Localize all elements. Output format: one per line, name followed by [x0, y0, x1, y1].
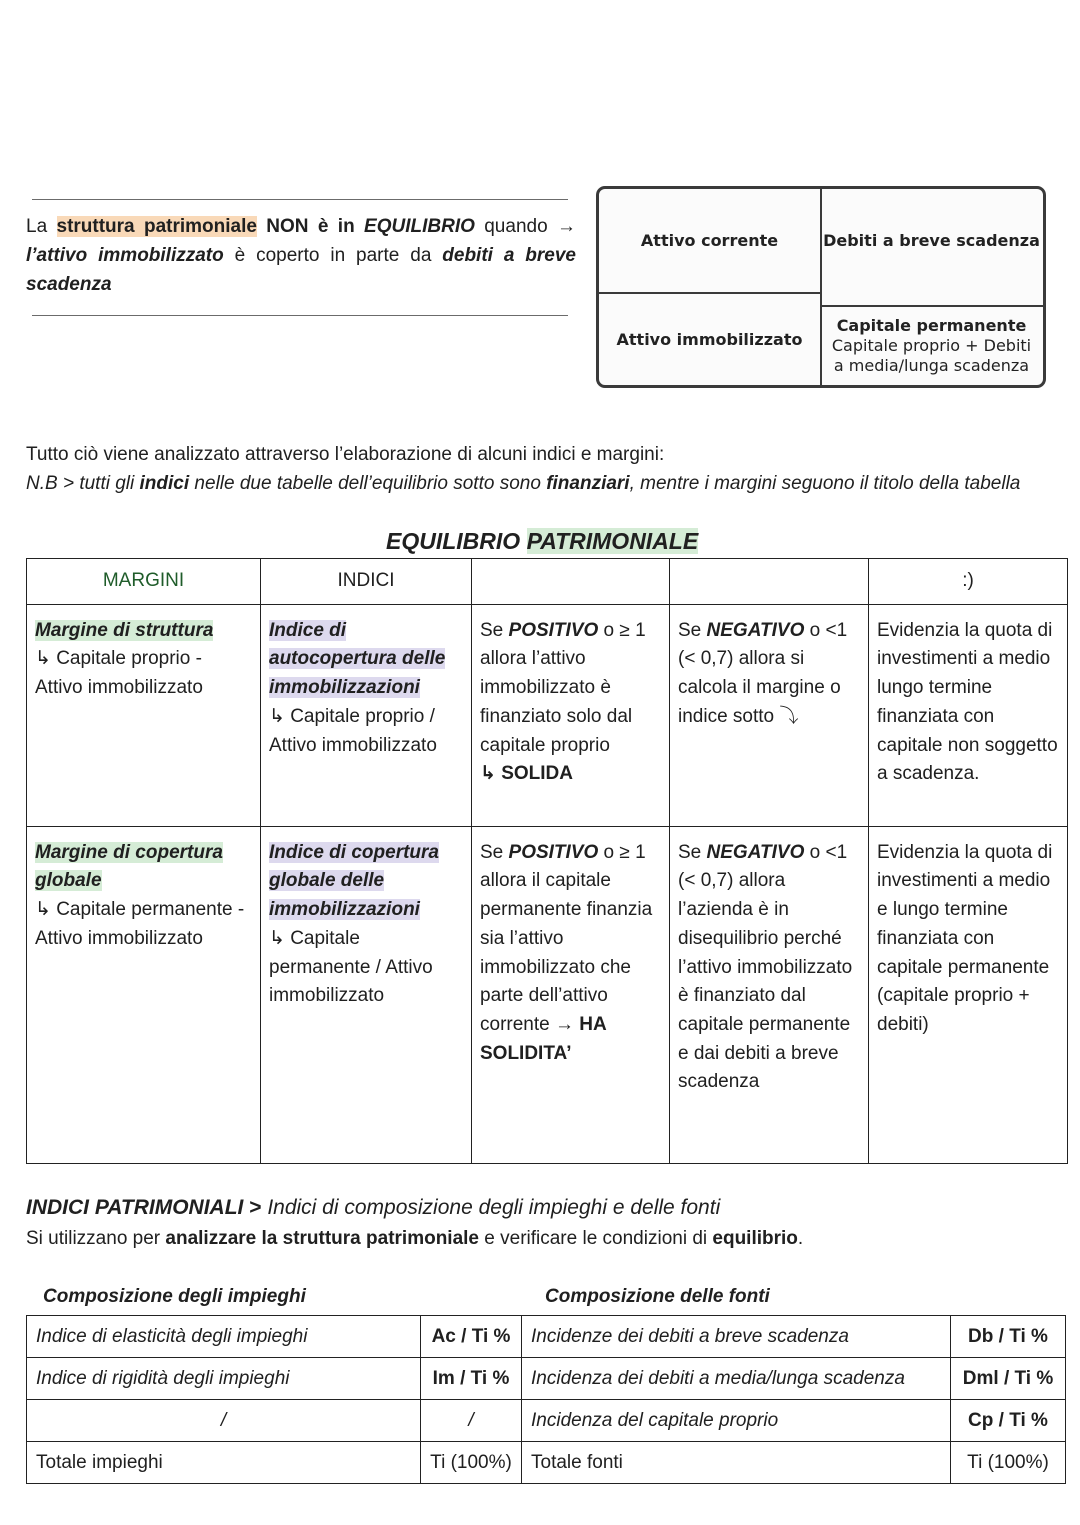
header-indici: INDICI [261, 559, 472, 605]
balance-sheet-diagram [596, 186, 1046, 388]
note-cell: Evidenzia la quota di investimenti a medio e lungo termine finanziata con capitale permanente (capitale proprio + debiti) [869, 826, 1068, 1163]
impieghi-formula: Ac / Ti % [421, 1316, 522, 1358]
top-rule [32, 199, 568, 200]
table-row [27, 1358, 1066, 1400]
header-margini: MARGINI [27, 559, 261, 605]
fonti-formula: Dml / Ti % [951, 1358, 1066, 1400]
impieghi-heading: Composizione degli impieghi [43, 1286, 306, 1307]
table-row [27, 1316, 1066, 1358]
fonti-label: Incidenza del capitale proprio [522, 1400, 951, 1442]
analysis-paragraph: Tutto ciò viene analizzato attraverso l’elaborazione di alcuni indici e margini: N.B > tutti gli indici nelle due tabelle dell’equilibrio sotto sono finanziari, mentre i margini seguono il titolo della tabella [26, 440, 1066, 498]
fonti-label: Incidenze dei debiti a breve scadenza [522, 1316, 951, 1358]
bottom-rule [32, 315, 568, 316]
index-cell: Indice di copertura globale delle immobilizzazioni ↳ Capitale permanente / Attivo immobilizzato [261, 826, 472, 1163]
composition-table [26, 1315, 1066, 1484]
impieghi-label: Indice di rigidità degli impieghi [27, 1358, 421, 1400]
margin-cell: Margine di struttura ↳ Capitale proprio - Attivo immobilizzato [27, 604, 261, 826]
table-header [27, 559, 1068, 605]
note-cell: Evidenzia la quota di investimenti a medio lungo termine finanziata con capitale non soggetto a scadenza. [869, 604, 1068, 826]
impieghi-formula: / [421, 1400, 522, 1442]
diagram-debiti-breve: Debiti a breve scadenza [823, 231, 1040, 250]
header-empty-1 [472, 559, 670, 605]
fonti-formula: Db / Ti % [951, 1316, 1066, 1358]
header-smiley: :) [869, 559, 1068, 605]
fonti-label: Incidenza dei debiti a media/lunga scadenza [522, 1358, 951, 1400]
indici-patrimoniali-subtitle: Si utilizzano per analizzare la struttura patrimoniale e verificare le condizioni di equilibrio. [26, 1228, 804, 1249]
negative-cell: Se NEGATIVO o <1 (< 0,7) allora l’azienda è in disequilibrio perché l’attivo immobilizzato è finanziato dal capitale permanente e dai debiti a breve scadenza [670, 826, 869, 1163]
impieghi-formula: Im / Ti % [421, 1358, 522, 1400]
fonti-heading: Composizione delle fonti [545, 1286, 770, 1307]
diagram-attivo-corrente: Attivo corrente [640, 231, 779, 250]
header-empty-2 [670, 559, 869, 605]
fonti-formula: Cp / Ti % [951, 1400, 1066, 1442]
impieghi-total-label: Totale impieghi [27, 1442, 421, 1484]
indici-patrimoniali-title: INDICI PATRIMONIALI > Indici di composizione degli impieghi e delle fonti [26, 1196, 721, 1219]
negative-cell: Se NEGATIVO o <1 (< 0,7) allora si calcola il margine o indice sotto ⤵ [670, 604, 869, 826]
fonti-total: Ti (100%) [951, 1442, 1066, 1484]
positive-cell: Se POSITIVO o ≥ 1 allora il capitale permanente finanzia sia l’attivo immobilizzato che parte dell’attivo corrente → HA SOLIDITA’ [472, 826, 670, 1163]
fonti-total-label: Totale fonti [522, 1442, 951, 1484]
equilibrio-table [26, 558, 1068, 1164]
table-row [27, 1400, 1066, 1442]
diagram-capitale-permanente: Capitale permanente Capitale proprio + Debiti a media/lunga scadenza [831, 316, 1032, 375]
table-row [27, 1442, 1066, 1484]
table-row [27, 604, 1068, 826]
margin-cell: Margine di copertura globale ↳ Capitale permanente - Attivo immobilizzato [27, 826, 261, 1163]
impieghi-total: Ti (100%) [421, 1442, 522, 1484]
equilibrio-table-title: EQUILIBRIO PATRIMONIALE [386, 528, 699, 554]
impieghi-label: / [27, 1400, 421, 1442]
nb-note: N.B > tutti gli indici nelle due tabelle dell’equilibrio sotto sono finanziari, mentre i margini seguono il titolo della tabella [26, 473, 1021, 494]
highlight-struttura: struttura patrimoniale [56, 216, 257, 237]
positive-cell: Se POSITIVO o ≥ 1 allora l’attivo immobilizzato è finanziato solo dal capitale proprio ↳ SOLIDA [472, 604, 670, 826]
index-cell: Indice di autocopertura delle immobilizzazioni ↳ Capitale proprio / Attivo immobilizzato [261, 604, 472, 826]
table-row [27, 826, 1068, 1163]
intro-text: La struttura patrimoniale NON è in EQUILIBRIO quando → l’attivo immobilizzato è coperto in parte da debiti a breve scadenza [26, 216, 576, 295]
impieghi-label: Indice di elasticità degli impieghi [27, 1316, 421, 1358]
diagram-attivo-immobilizzato: Attivo immobilizzato [616, 329, 803, 349]
